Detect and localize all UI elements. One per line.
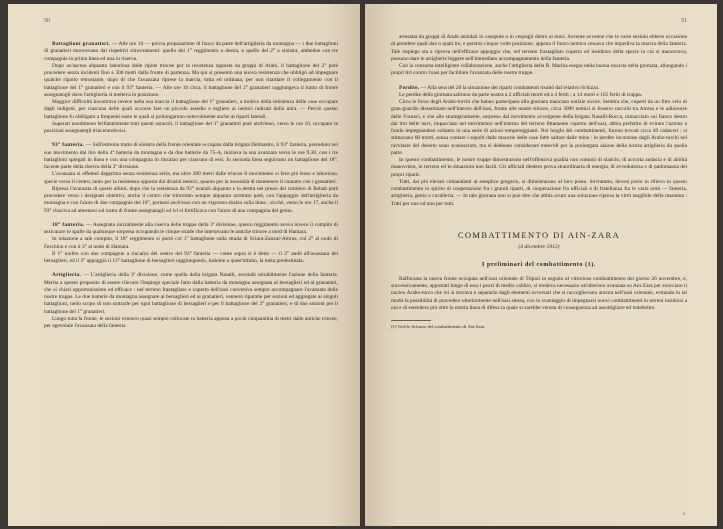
paragraph-heading: 18° fanteria. [52,221,85,228]
paragraph-text: — Alla sera del 26 la situazione dei riparti combattenti risultò dal relativo Schizzo. [419,84,600,91]
paragraph [391,157,687,179]
paragraph [44,316,338,331]
paragraph-text: Circa le forze degli Arabo-turchi che hanno partecipato alla giornata mancano notizie sicure. Sembra che, coperti da un fitto velo di gran-guardie disseminate nell'interno dell'oasi, fronte alle nostre trincee, circa 3000 nemici si fossero raccolti tra Amrus e le adiacenze delle Fornaci, e che alle strategicamente, sorpreso dal movimento avvolgente della brigata Nasalli-Rocca, minacciato sul fianco destro dal tiro delle navi, impacciato nel movimento nell'interno del terreno fittamente coperto dell'oasi, abbia preferito di evitare l'azione a fondo impegnandosi soltanto in una serie di azioni temporeggianti. Nei luoghi dei combattimenti, furono trovati circa 40 cadaveri ; si stimavano 60 morti, senza contare i sepolti dalle macerie delle case fatte saltare dalle mine : le perdite incontrate dagli Arabo-turchi nel ravvisare del deserto sono sconosciute, ma si debbono considerare notevoli per la prolungata azione della nostra artiglieria da quella parte. [391,99,687,156]
page-number-left: 50 [44,18,50,24]
left-page [8,4,360,526]
right-text-body-top [391,34,687,208]
paragraph [391,34,687,63]
right-page [365,4,717,526]
paragraph-text: Superati nondimeno brillantemente tutti questi ostacoli, il battaglione del 1° granatieri potè anch'esso, verso le ore 16, occupare le posizioni assegnategli trincerandovisi. [44,120,338,134]
paragraph-heading: Artiglieria. [52,272,82,279]
paragraph-text: Maggior difficoltà incontrava invece nella sua marcia il battaglione del 1° granatieri, a motivo della resistenza delle case occupate dagli indigeni, per ciascuna delle quali occorse fare un piccolo assedio e togliere ai nemici radicati della mira. — Perciò questo battaglione fu obbligato a frequenti soste le quali si prolungarono notevolmente anche ai riparti laterali. [44,99,338,120]
paragraph-text: — Assegnato inizialmente alla riserva delle truppe della 3ª divisione, questo reggimento aveva invece il compito di assicurare le spalle da qualunque sorpresa occupando le cinque strade che intersecano le antiche trincee a nord di Hamara. [44,221,338,235]
paragraph [44,63,338,99]
paragraph [44,121,338,136]
paragraph-text: In relazione a tale compito, il 18° reggimento si portò col 1° battaglione sulla strada di Sciara-Zanzur-Amrus, col 2° al nodo di Feschino e con il 3° al nodo di Hamara. [44,236,338,250]
paragraph-text: — Sull'estremo tratto di sinistra della fronte orientale occupata dalla brigata Delmastro, il 93° fanteria, preceduto nel suo movimento dal tiro della 4ª batteria da montagna e da due batterie da 75-A, iniziava la sua avanzata verso le ore 9,30, con i tre battaglioni spiegati in linea e con una compagnia in rincalzo per ciascuno di essi. In seconda linea seguivano un battaglione del 18°, facente parte della riserva della 2ª divisione. [44,142,338,170]
paragraph-text: Tutti, dai più elevati comandanti al semplice gregario, si dimostrarono al loro posto. Sovratutto, devesi porre in rilievo in questo combattimento lo spirito di cooperazione fra i grandi riparti, di cooperazione fra ufficiali e di fratellanza fra le varie armi — fanteria, artiglieria, genio e cavalleria. — In tale giornata non si può dire che abbia avuto una soluzione ripresa la virtù tangibile della massima : Tutti per uno ed uno per tutti. [391,178,687,207]
paragraph-text: Rafforzata la nuova fronte occupata nell'oasi orientale di Tripoli in seguito al vittorioso combattimento del giorno 26 novembre, e, successivamente, appostati lungo di essa i pezzi di medio calibro, si rendeva necessario un'ulteriore avanzata su Ain-Zara per snocciare il nucleo Arabo-turco che ivi si trovava e separarlo dagli elementi avversari che si raccoglievano ancora nell'oasi orientale, evitando in tal modo la possibilità di procedere ulteriormente nell'oasi stessa, con lo svantaggio di impegnarsi nuovi combattimenti in terreni insidiosi a noi e di estendere più oltre la nostra linea di difesa la quale si sarebbe venuta di conseguenza ad assottigliare ed indebolire. [391,275,687,311]
paragraph-text: — Alle ore 10 — previa preparazione di fuoco da parte dell'artiglieria da montagna — i due battaglioni di granatieri muovevano dai rispettivi trinceramenti: quello del 1° reggimento a destra, e quello del 2° a sinistra, ambedue con tre compagnie in prima linea ed una in riserva. [44,41,338,62]
paragraph [44,186,338,215]
paragraph-text: Il 1° inoltre con due compagnie a rincalzo del centro del 93° fanteria — come sopra si è detto — il 2° andò all'avanzata dei bersaglieri; ed il 3° appoggiò il 13° battaglione di bersaglieri raggiungendo, insieme a quest'ultimo, la mèta predestinata. [44,250,338,264]
paragraph [391,179,687,208]
footnote: (1) Vedi lo Schizzo del combattimento di Ain-Zara. [391,324,486,329]
paragraph [391,276,687,312]
paragraph-heading: Battaglioni granatieri. [52,41,111,47]
paragraph [391,63,687,78]
paragraph [44,251,338,266]
book-spread [8,4,717,526]
paragraph-text: arrestata da gruppi di Arabi annidati in casupole o in cespugli dietro ai muri. Sovente avvenne che le varie sezioni ebbero occasione di prendere quali due o quali tre, e persino cinque volte posizione, appena il fuoco nemico cessava che impediva la marcia della fanteria. Tale impiego sta a riprova dell'efficace appoggio che, nel terreno frastagliato coperto ed insidioso della specie in cui si manovrava, possono dare le artiglierie leggere nell'immediato accompagnamento della fanteria. [391,34,687,62]
paragraph-text: Con la consueta intelligente collaborazione, anche l'artiglieria della R. Marina eseguì nella buona riuscita della giornata, allungando i propri tiri contro l'oasi per facilitare l'avanzata delle nostre truppe. [391,63,687,77]
paragraph-text: L'avanzata si effettuò dapprima senza resistenza seria, ma oltre 300 metri dalle trincee il movimento si fece più lento e laborioso, specie verso il centro, tanto per la resistenza opposta dai drusini nemici, quanto per la necessità di mantenere il contatto con i granatieri. [44,171,338,185]
paragraph [44,41,338,63]
paragraph-text: Lungo tutta la fronte, le sezioni vennero quasi sempre collocate in batteria appena a pochi cinquantina di metri dalle antiche trincee, per agevolare l'avanzata della fanteria [44,315,338,329]
footnote-rule [391,320,431,321]
paragraph-heading: 93° fanteria. [52,142,85,149]
paragraph [44,236,338,251]
page-number-right: 51 [681,18,687,24]
chapter-title: COMBATTIMENTO DI AIN-ZARA [457,229,621,240]
paragraph [44,142,338,171]
paragraph-text: Dopo un'ascesa alquanto laboriosa dalle ripide trincee per la resistenza opposta da gruppi di Arabi, il battaglione del 2° potè procedere senza incidenti fino a 300 metri dalla fronte di partenza. Ma qui si presentò una nuova resistenza che obbligò ad impegnare qualche riparto retrostante, dopo di che l'avanzata riprese la marcia, tutta ed ordinata, per non ritardare il collegamento con il battaglione del 1° granatieri e con il 93° fanteria. — Alle ore 16 circa, il battaglione del 2° granatieri raggiungeva il tratto di fronte assegnatogli dove l'artiglieria si metteva in posizione. [44,62,338,98]
paragraph [44,272,338,316]
chapter-date: (4 dicembre 1912) [518,243,560,250]
paragraph [391,92,687,99]
signature-mark: 4 [682,511,685,516]
paragraph-text: Le perdite della giornata salirono da parte nostra a 2 ufficiali morti ed a 4 feriti ; a 14 morti e 165 feriti di truppa. [399,91,643,98]
left-text-body [44,41,338,330]
paragraph-text: In questo combattimento, le nostre truppe dimostrarono nell'offensiva qualità non comuni di slancio, di accorta audacia e di abilità manovriera, in terreno ed in situazioni non facili. Gli ufficiali diedero prova straordinaria di energia, di avvedutezza e di padronanza dei propri riparti. [391,157,687,178]
paragraph [44,99,338,121]
paragraph [44,171,338,186]
paragraph [391,99,687,157]
right-text-body-bottom [391,276,687,312]
paragraph-text: — L'artiglieria della 3ª divisione, come quella della brigata Nasalli, secondò mirabilmente l'azione della fanteria. Merita a questo proposito di essere rilevato l'impiego speciale fatto dalla batteria da montagna assegnata ai bersaglieri ed al granatieri, che si chiarì opportunissimo ed efficace : nel terreno frastagliato e coperto dell'oasi conveniva sempre accompagnare l'avanzata delle nostre truppe. Le due batterie da montagna assegnate ai bersaglieri ed ai granatieri, vennero riparatie per sezioni ed aggregate ai singoli battaglioni, nello scopo di non sottrarle per ogni battaglione di bersaglieri e per il battaglione del 2° granatieri, e di due sezioni per il battaglione del 1° granatieri. [44,272,338,315]
paragraph-heading: Perdite. [399,84,420,91]
paragraph [391,85,687,92]
section-title: I preliminari del combattimento (1). [482,261,596,268]
paragraph-text: Ripresa l'avanzata di questi ultimi, dopo che la resistenza da 93° avanzò alquanto e la destra nei pressi del cimitero di Rebab potè procedere verso i designati obiettivi, anche il centro che trincerato sempre alquanto arretrato potè, con l'appoggio dell'artiglieria da montagna e con l'aiuto di due compagnie del 18°, portarsi anch'esso con un vigoroso sbalzo sulla linea ; sicchè, verso le ore 17, anche il 93° riusciva ad attestarsi sul tratto di fronte assegnatagli ed ivi si fortificava con l'aiuto di una compagnia del genio. [44,185,338,214]
paragraph [44,222,338,237]
